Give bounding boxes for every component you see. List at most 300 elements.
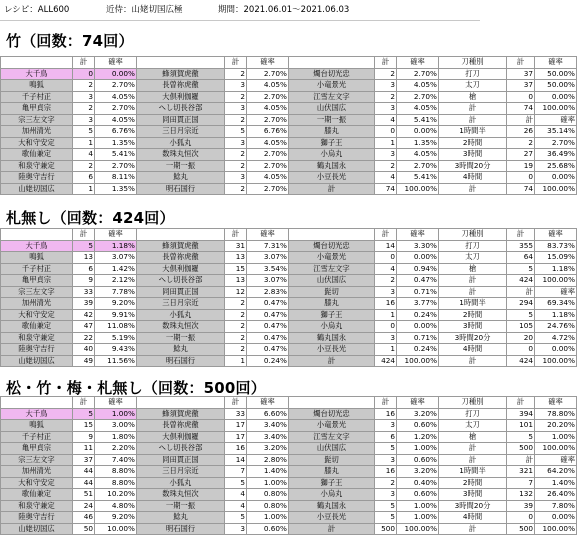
type-count-cell: 0 — [507, 172, 535, 184]
count-cell: 44 — [73, 477, 95, 489]
type-rate-cell: 50.00% — [535, 68, 577, 80]
type-count-cell: 計 — [507, 454, 535, 466]
type-count-cell: 500 — [507, 443, 535, 455]
sword-name-cell: 同田貫正国 — [137, 114, 225, 126]
count-cell: 5 — [375, 500, 397, 512]
table-row — [1, 466, 577, 478]
count-cell: 6 — [375, 431, 397, 443]
type-cell: 太刀 — [439, 420, 507, 432]
sword-name-cell: 宗三左文字 — [1, 286, 73, 298]
sword-name-cell: 膝丸 — [289, 126, 375, 138]
sword-name-cell: 山伏国広 — [289, 103, 375, 115]
rate-cell: 1.00% — [247, 477, 289, 489]
sword-name-cell: 数珠丸恒次 — [137, 489, 225, 501]
type-count-cell: 0 — [507, 344, 535, 356]
sword-name-cell: 小狐丸 — [137, 477, 225, 489]
count-cell: 424 — [375, 355, 397, 367]
blank-header — [137, 397, 225, 409]
count-cell: 4 — [375, 263, 397, 275]
table-row — [1, 431, 577, 443]
count-cell: 16 — [375, 466, 397, 478]
type-rate-cell: 24.76% — [535, 321, 577, 333]
type-rate-cell: 0.00% — [535, 344, 577, 356]
count-cell: 3 — [375, 420, 397, 432]
table-row — [1, 443, 577, 455]
type-cell: 2時間 — [439, 477, 507, 489]
sword-name-cell: 鳴狐 — [1, 420, 73, 432]
sword-name-cell: 小豆長光 — [289, 344, 375, 356]
sword-name-cell: 同田貫正国 — [137, 454, 225, 466]
sword-name-cell: 獅子王 — [289, 309, 375, 321]
type-cell: 計 — [439, 454, 507, 466]
sword-name-cell: 歌仙兼定 — [1, 321, 73, 333]
type-cell: 2時間 — [439, 137, 507, 149]
column-header: 計 — [375, 57, 397, 69]
type-rate-cell: 100.00% — [535, 355, 577, 367]
sword-name-cell: 小竜景光 — [289, 252, 375, 264]
type-count-cell: 37 — [507, 68, 535, 80]
sword-name-cell: 千子村正 — [1, 431, 73, 443]
table-row — [1, 321, 577, 333]
sword-name-cell: 亀甲貞宗 — [1, 275, 73, 287]
sword-name-cell: へし切長谷部 — [137, 275, 225, 287]
sword-name-cell: 蜂須賀虎徹 — [137, 408, 225, 420]
count-cell: 14 — [375, 240, 397, 252]
count-cell: 0 — [375, 252, 397, 264]
sword-name-cell: 山姥切国広 — [1, 355, 73, 367]
rate-cell: 4.05% — [95, 91, 137, 103]
type-cell: 4時間 — [439, 512, 507, 524]
column-header: 確率 — [397, 57, 439, 69]
sword-name-cell: 歌仙兼定 — [1, 149, 73, 161]
type-rate-cell: 0.00% — [535, 91, 577, 103]
count-cell: 13 — [225, 275, 247, 287]
rate-cell: 1.35% — [397, 137, 439, 149]
rate-cell: 8.80% — [95, 477, 137, 489]
table-row — [1, 240, 577, 252]
sword-name-cell: 数珠丸恒次 — [137, 149, 225, 161]
type-count-cell: 5 — [507, 263, 535, 275]
column-header: 計 — [375, 397, 397, 409]
rate-cell: 1.00% — [95, 408, 137, 420]
sword-name-cell: 一期一振 — [137, 500, 225, 512]
rate-cell: 0.24% — [397, 309, 439, 321]
rate-cell: 0.60% — [397, 454, 439, 466]
count-cell: 1 — [375, 344, 397, 356]
rate-cell: 2.20% — [95, 443, 137, 455]
count-cell: 2 — [73, 103, 95, 115]
rate-cell: 0.47% — [247, 321, 289, 333]
count-cell: 0 — [375, 126, 397, 138]
type-count-cell: 132 — [507, 489, 535, 501]
column-header: 刀種別 — [439, 57, 507, 69]
rate-cell: 3.40% — [247, 420, 289, 432]
type-rate-cell: 69.34% — [535, 298, 577, 310]
sword-name-cell: 鯰丸 — [137, 512, 225, 524]
type-cell: 打刀 — [439, 240, 507, 252]
sword-name-cell: 小烏丸 — [289, 489, 375, 501]
column-header: 確率 — [95, 57, 137, 69]
blank-header — [289, 229, 375, 241]
count-cell: 2 — [225, 344, 247, 356]
type-cell: 計 — [439, 183, 507, 195]
rate-cell: 3.20% — [397, 408, 439, 420]
count-cell: 44 — [73, 466, 95, 478]
rate-cell: 4.05% — [397, 149, 439, 161]
count-cell: 15 — [73, 420, 95, 432]
sword-name-cell: 山伏国広 — [289, 275, 375, 287]
type-rate-cell: 1.00% — [535, 431, 577, 443]
count-cell: 15 — [225, 263, 247, 275]
count-cell: 17 — [225, 431, 247, 443]
rate-cell: 4.05% — [247, 80, 289, 92]
rate-cell: 0.40% — [397, 477, 439, 489]
table-row — [1, 91, 577, 103]
rate-cell: 2.70% — [247, 114, 289, 126]
count-cell: 3 — [225, 103, 247, 115]
type-count-cell: 計 — [507, 114, 535, 126]
rate-cell: 10.20% — [95, 489, 137, 501]
rate-cell: 1.20% — [397, 431, 439, 443]
count-cell: 1 — [73, 183, 95, 195]
stats-table-2 — [0, 228, 577, 367]
rate-cell: 7.40% — [95, 454, 137, 466]
count-cell: 9 — [73, 275, 95, 287]
sword-name-cell: 膝丸 — [289, 466, 375, 478]
count-cell: 3 — [225, 523, 247, 535]
column-header: 計 — [375, 229, 397, 241]
blank-header — [1, 229, 73, 241]
type-rate-cell: 7.80% — [535, 500, 577, 512]
type-rate-cell: 100.00% — [535, 183, 577, 195]
rate-cell: 5.41% — [397, 114, 439, 126]
type-cell: 打刀 — [439, 68, 507, 80]
table-row — [1, 149, 577, 161]
sword-name-cell: 長曽祢虎徹 — [137, 252, 225, 264]
sword-name-cell: 蜂須賀虎徹 — [137, 240, 225, 252]
type-rate-cell: 100.00% — [535, 103, 577, 115]
rate-cell: 5.41% — [95, 149, 137, 161]
type-count-cell: 355 — [507, 240, 535, 252]
header-row — [1, 57, 577, 69]
rate-cell: 1.00% — [397, 500, 439, 512]
count-cell: 12 — [225, 286, 247, 298]
sword-name-cell: 大千鳥 — [1, 68, 73, 80]
count-cell: 2 — [375, 275, 397, 287]
type-cell: 3時間 — [439, 489, 507, 501]
sword-name-cell: 燭台切光忠 — [289, 68, 375, 80]
rate-cell: 3.20% — [247, 443, 289, 455]
count-cell: 46 — [73, 512, 95, 524]
column-header: 刀種別 — [439, 229, 507, 241]
type-cell: 槍 — [439, 431, 507, 443]
rate-cell: 0.47% — [247, 344, 289, 356]
type-count-cell: 0 — [507, 512, 535, 524]
type-count-cell: 5 — [507, 309, 535, 321]
rate-cell: 0.47% — [247, 332, 289, 344]
column-header: 確率 — [397, 229, 439, 241]
section-title-1: 竹（回数：74回） — [6, 32, 134, 50]
blank-header — [289, 57, 375, 69]
type-cell: 太刀 — [439, 252, 507, 264]
table-row — [1, 103, 577, 115]
rate-cell: 10.00% — [95, 523, 137, 535]
sword-name-cell: 山姥切国広 — [1, 183, 73, 195]
count-cell: 16 — [375, 408, 397, 420]
sword-name-cell: 大和守安定 — [1, 477, 73, 489]
rate-cell: 6.76% — [247, 126, 289, 138]
table-row — [1, 263, 577, 275]
count-cell: 3 — [375, 454, 397, 466]
count-cell: 17 — [225, 420, 247, 432]
type-rate-cell: 78.80% — [535, 408, 577, 420]
count-cell: 2 — [225, 114, 247, 126]
rate-cell: 4.05% — [247, 172, 289, 184]
column-header: 計 — [225, 397, 247, 409]
count-cell: 0 — [73, 68, 95, 80]
rate-cell: 4.05% — [95, 114, 137, 126]
rate-cell: 3.30% — [397, 240, 439, 252]
rate-cell: 3.54% — [247, 263, 289, 275]
sword-name-cell: 宗三左文字 — [1, 454, 73, 466]
rate-cell: 8.80% — [95, 466, 137, 478]
type-count-cell: 19 — [507, 160, 535, 172]
sword-name-cell: 大和守安定 — [1, 137, 73, 149]
target-label: 近侍：山姥切国広極 — [106, 5, 183, 15]
rate-cell: 1.80% — [95, 431, 137, 443]
rate-cell: 4.05% — [247, 103, 289, 115]
type-count-cell: 計 — [507, 286, 535, 298]
sword-name-cell: 鳴狐 — [1, 252, 73, 264]
count-cell: 2 — [225, 160, 247, 172]
type-cell: 1時間半 — [439, 298, 507, 310]
type-rate-cell: 100.00% — [535, 523, 577, 535]
type-rate-cell: 4.72% — [535, 332, 577, 344]
rate-cell: 6.76% — [95, 126, 137, 138]
count-cell: 4 — [375, 172, 397, 184]
count-cell: 3 — [375, 149, 397, 161]
count-cell: 2 — [375, 477, 397, 489]
type-cell: 2時間 — [439, 309, 507, 321]
table-row — [1, 80, 577, 92]
rate-cell: 100.00% — [397, 523, 439, 535]
sword-name-cell: 大倶利伽羅 — [137, 431, 225, 443]
rate-cell: 1.35% — [95, 137, 137, 149]
column-header: 計 — [73, 397, 95, 409]
sword-name-cell: 大千鳥 — [1, 408, 73, 420]
count-cell: 5 — [375, 443, 397, 455]
column-header: 計 — [507, 57, 535, 69]
table-row — [1, 172, 577, 184]
table-row — [1, 512, 577, 524]
table-row — [1, 309, 577, 321]
header-row — [1, 229, 577, 241]
rate-cell: 2.70% — [247, 91, 289, 103]
table-row — [1, 126, 577, 138]
table-row — [1, 332, 577, 344]
type-cell: 計 — [439, 443, 507, 455]
type-count-cell: 26 — [507, 126, 535, 138]
rate-cell: 7.31% — [247, 240, 289, 252]
period-label: 期間：2021.06.01～2021.06.03 — [218, 5, 350, 15]
type-count-cell: 105 — [507, 321, 535, 333]
sword-name-cell: 長曽祢虎徹 — [137, 420, 225, 432]
rate-cell: 100.00% — [397, 183, 439, 195]
sword-name-cell: 計 — [289, 523, 375, 535]
count-cell: 2 — [225, 183, 247, 195]
sword-name-cell: 鳴狐 — [1, 80, 73, 92]
count-cell: 1 — [375, 137, 397, 149]
count-cell: 39 — [73, 298, 95, 310]
count-cell: 37 — [73, 454, 95, 466]
sword-name-cell: 和泉守兼定 — [1, 500, 73, 512]
blank-header — [289, 397, 375, 409]
rate-cell: 2.70% — [95, 103, 137, 115]
count-cell: 500 — [375, 523, 397, 535]
table-row — [1, 286, 577, 298]
blank-header — [1, 57, 73, 69]
count-cell: 4 — [375, 114, 397, 126]
sword-name-cell: 計 — [289, 183, 375, 195]
sword-name-cell: 鶴丸国永 — [289, 332, 375, 344]
count-cell: 2 — [375, 160, 397, 172]
count-cell: 5 — [225, 126, 247, 138]
count-cell: 2 — [225, 332, 247, 344]
count-cell: 6 — [73, 172, 95, 184]
section-title-3: 松・竹・梅・札無し（回数：500回） — [6, 379, 266, 397]
rate-cell: 5.41% — [397, 172, 439, 184]
count-cell: 2 — [225, 149, 247, 161]
count-cell: 5 — [225, 512, 247, 524]
sword-name-cell: 亀甲貞宗 — [1, 103, 73, 115]
sword-name-cell: 鯰丸 — [137, 172, 225, 184]
header-bar — [0, 0, 480, 21]
type-cell: 3時間20分 — [439, 500, 507, 512]
type-count-cell: 64 — [507, 252, 535, 264]
table-row — [1, 137, 577, 149]
type-cell: 打刀 — [439, 408, 507, 420]
rate-cell: 1.00% — [397, 512, 439, 524]
rate-cell: 0.71% — [397, 286, 439, 298]
type-count-cell: 0 — [507, 91, 535, 103]
type-rate-cell: 25.68% — [535, 160, 577, 172]
stats-table-3 — [0, 396, 577, 535]
sword-name-cell: 小狐丸 — [137, 137, 225, 149]
sword-name-cell: 小竜景光 — [289, 420, 375, 432]
count-cell: 2 — [225, 68, 247, 80]
count-cell: 3 — [375, 332, 397, 344]
type-rate-cell: 100.00% — [535, 275, 577, 287]
count-cell: 47 — [73, 321, 95, 333]
rate-cell: 0.00% — [397, 252, 439, 264]
type-cell: 3時間 — [439, 149, 507, 161]
rate-cell: 2.12% — [95, 275, 137, 287]
count-cell: 51 — [73, 489, 95, 501]
rate-cell: 3.77% — [397, 298, 439, 310]
count-cell: 2 — [225, 309, 247, 321]
table-row — [1, 420, 577, 432]
count-cell: 40 — [73, 344, 95, 356]
count-cell: 13 — [225, 252, 247, 264]
rate-cell: 3.40% — [247, 431, 289, 443]
sword-name-cell: 同田貫正国 — [137, 286, 225, 298]
type-cell: 3時間20分 — [439, 332, 507, 344]
rate-cell: 0.00% — [397, 321, 439, 333]
count-cell: 2 — [73, 80, 95, 92]
sword-name-cell: 髭切 — [289, 454, 375, 466]
table-row — [1, 489, 577, 501]
table-row — [1, 355, 577, 367]
rate-cell: 2.80% — [247, 454, 289, 466]
rate-cell: 0.00% — [95, 68, 137, 80]
column-header: 計 — [73, 229, 95, 241]
rate-cell: 100.00% — [397, 355, 439, 367]
sword-name-cell: 獅子王 — [289, 137, 375, 149]
sword-name-cell: へし切長谷部 — [137, 103, 225, 115]
type-rate-cell: 1.40% — [535, 477, 577, 489]
rate-cell: 0.24% — [397, 344, 439, 356]
rate-cell: 9.20% — [95, 512, 137, 524]
count-cell: 2 — [375, 91, 397, 103]
rate-cell: 2.70% — [247, 149, 289, 161]
sword-name-cell: 大倶利伽羅 — [137, 91, 225, 103]
sword-name-cell: 明石国行 — [137, 523, 225, 535]
rate-cell: 0.60% — [397, 420, 439, 432]
sword-name-cell: 燭台切光忠 — [289, 240, 375, 252]
rate-cell: 3.07% — [95, 252, 137, 264]
rate-cell: 2.70% — [247, 183, 289, 195]
sword-name-cell: 鶴丸国永 — [289, 160, 375, 172]
type-rate-cell: 1.18% — [535, 309, 577, 321]
type-count-cell: 394 — [507, 408, 535, 420]
header-row — [1, 397, 577, 409]
column-header: 計 — [73, 57, 95, 69]
type-rate-cell: 0.00% — [535, 512, 577, 524]
rate-cell: 0.00% — [397, 126, 439, 138]
count-cell: 3 — [225, 172, 247, 184]
type-count-cell: 74 — [507, 183, 535, 195]
sword-name-cell: 数珠丸恒次 — [137, 321, 225, 333]
type-rate-cell: 0.00% — [535, 172, 577, 184]
count-cell: 24 — [73, 500, 95, 512]
rate-cell: 0.24% — [247, 355, 289, 367]
rate-cell: 2.70% — [247, 68, 289, 80]
type-cell: 1時間半 — [439, 126, 507, 138]
type-cell: 4時間 — [439, 172, 507, 184]
section-title-2: 札無し（回数：424回） — [6, 209, 175, 227]
rate-cell: 2.70% — [397, 91, 439, 103]
rate-cell: 9.91% — [95, 309, 137, 321]
count-cell: 13 — [73, 252, 95, 264]
count-cell: 2 — [73, 160, 95, 172]
rate-cell: 4.80% — [95, 500, 137, 512]
sword-name-cell: 陸奥守吉行 — [1, 344, 73, 356]
count-cell: 2 — [225, 298, 247, 310]
sword-name-cell: 宗三左文字 — [1, 114, 73, 126]
column-header: 計 — [225, 57, 247, 69]
type-cell: 槍 — [439, 263, 507, 275]
count-cell: 3 — [375, 80, 397, 92]
table-row — [1, 252, 577, 264]
table-row — [1, 477, 577, 489]
count-cell: 3 — [73, 114, 95, 126]
sword-name-cell: 和泉守兼定 — [1, 160, 73, 172]
rate-cell: 2.70% — [95, 160, 137, 172]
type-cell: 計 — [439, 114, 507, 126]
rate-cell: 0.47% — [247, 298, 289, 310]
count-cell: 4 — [73, 149, 95, 161]
stats-table-1 — [0, 56, 577, 195]
